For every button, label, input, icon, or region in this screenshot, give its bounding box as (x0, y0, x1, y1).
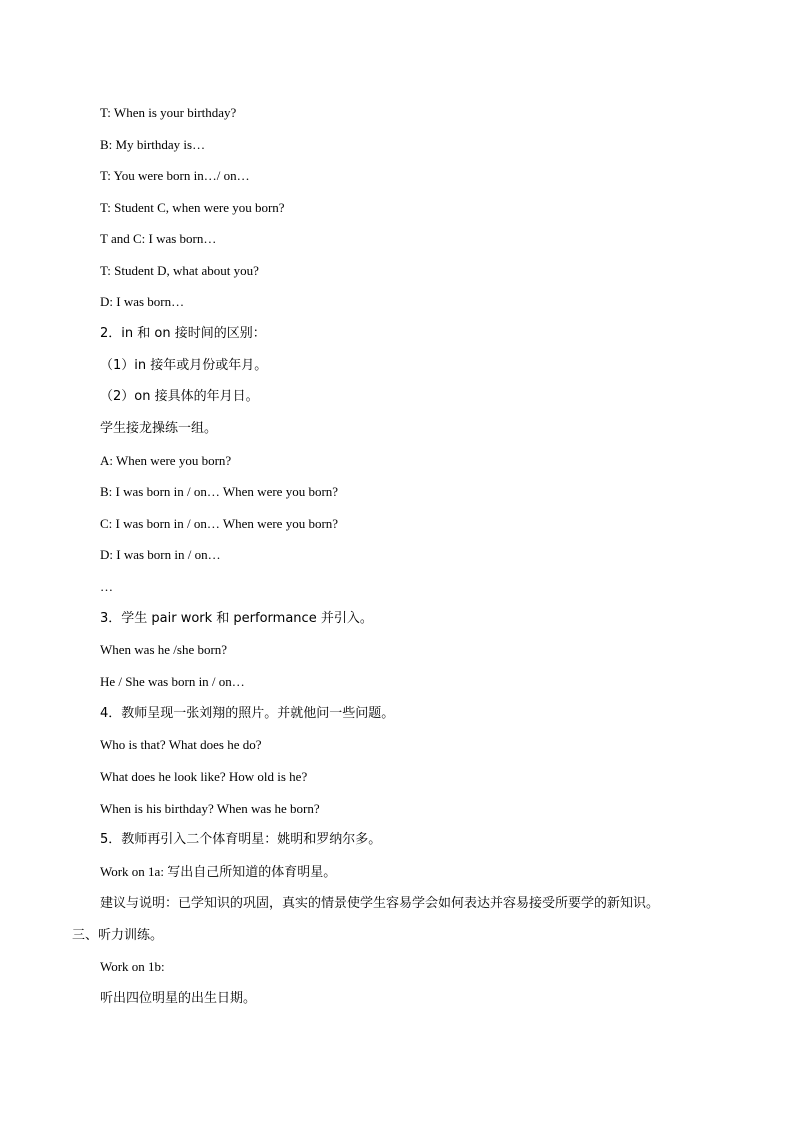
dialogue-line: B: I was born in / on… When were you born? (100, 484, 339, 499)
numbered-heading: 5．教师再引入二个体育明星：姚明和罗纳尔多。 (100, 832, 382, 847)
sub-point: （2）on 接具体的年月日。 (100, 389, 259, 404)
numbered-heading: 3．学生 pair work 和 performance 并引入。 (100, 611, 373, 626)
question-line: Who is that? What does he do? (100, 737, 262, 752)
sub-point: （1）in 接年或月份或年月。 (100, 358, 268, 373)
section-heading: 三、听力训练。 (72, 928, 164, 943)
task-line: Work on 1a: 写出自己所知道的体育明星。 (100, 864, 337, 879)
dialogue-line: T: You were born in…/ on… (100, 168, 250, 183)
note-line: 建议与说明：已学知识的巩固，真实的情景使学生容易学会如何表达并容易接受所要学的新知识。 (100, 896, 660, 911)
dialogue-line: B: My birthday is… (100, 137, 206, 152)
dialogue-line: D: I was born… (100, 294, 185, 309)
dialogue-line: C: I was born in / on… When were you born? (100, 516, 339, 531)
dialogue-line: D: I was born in / on… (100, 547, 221, 562)
dialogue-line: T: Student C, when were you born? (100, 200, 285, 215)
numbered-heading: 2．in 和 on 接时间的区别： (100, 326, 266, 341)
dialogue-line: When was he /she born? (100, 642, 228, 657)
ellipsis-line: … (100, 579, 113, 594)
instruction-text: 听出四位明星的出生日期。 (100, 991, 257, 1006)
dialogue-line: A: When were you born? (100, 453, 232, 468)
task-line: Work on 1b: (100, 959, 165, 974)
dialogue-line: T and C: I was born… (100, 231, 217, 246)
numbered-heading: 4．教师呈现一张刘翔的照片。并就他问一些问题。 (100, 706, 395, 721)
instruction-text: 学生接龙操练一组。 (100, 421, 218, 436)
question-line: When is his birthday? When was he born? (100, 801, 320, 816)
dialogue-line: He / She was born in / on… (100, 674, 245, 689)
dialogue-line: T: Student D, what about you? (100, 263, 259, 278)
dialogue-line: T: When is your birthday? (100, 105, 237, 120)
question-line: What does he look like? How old is he? (100, 769, 308, 784)
